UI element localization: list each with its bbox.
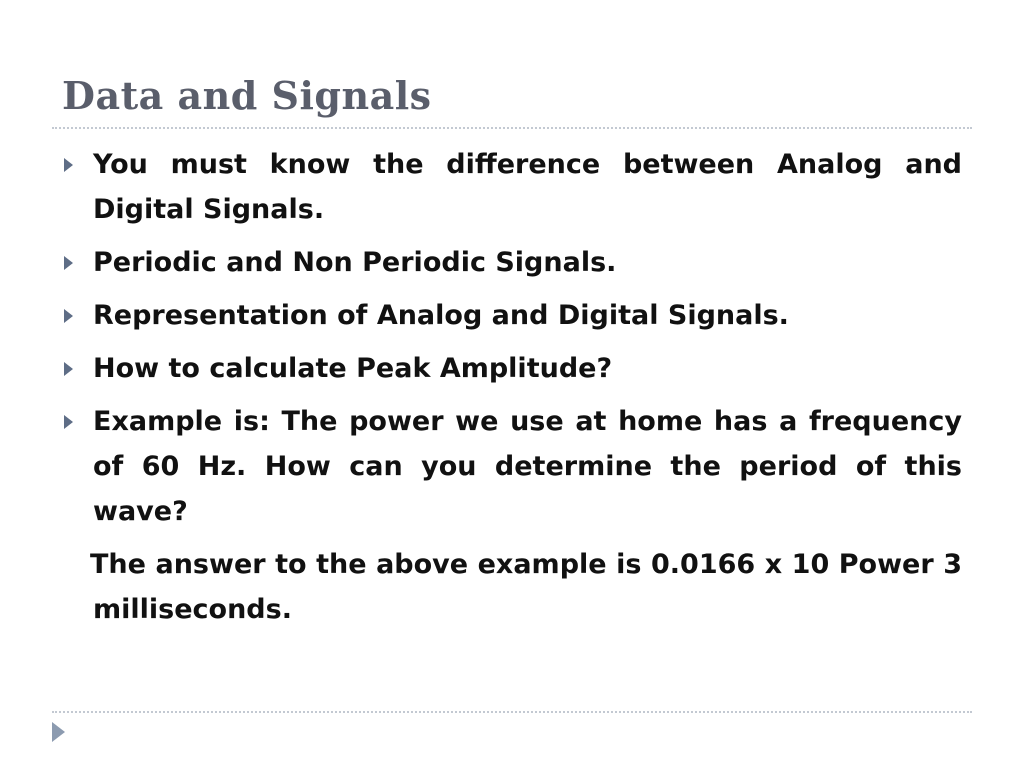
triangle-bullet-icon [64,415,73,429]
triangle-bullet-icon [64,362,73,376]
footer-divider [52,711,972,713]
list-item [62,346,962,391]
list-item [62,240,962,285]
triangle-bullet-icon [64,309,73,323]
bullet-text: You must know the difference between Analog and Digital Signals. [93,149,962,225]
triangle-bullet-icon [64,256,73,270]
title-divider [52,127,972,129]
answer-text: The answer to the above example is 0.0166 x 10 Power 3 milliseconds. [90,549,962,625]
next-slide-arrow-icon[interactable] [52,722,65,742]
list-item [62,293,962,338]
bullet-text: Representation of Analog and Digital Signals. [93,300,789,331]
answer-paragraph [62,542,962,632]
bullet-text: How to calculate Peak Amplitude? [93,353,613,384]
triangle-bullet-icon [64,158,73,172]
bullet-text: Periodic and Non Periodic Signals. [93,247,617,278]
bullet-text: Example is: The power we use at home has a frequency of 60 Hz. How can you determine the period of this wave? [93,406,962,527]
list-item [62,399,962,534]
slide-title: Data and Signals [62,73,432,118]
list-item [62,142,962,232]
bullet-list [62,142,962,632]
